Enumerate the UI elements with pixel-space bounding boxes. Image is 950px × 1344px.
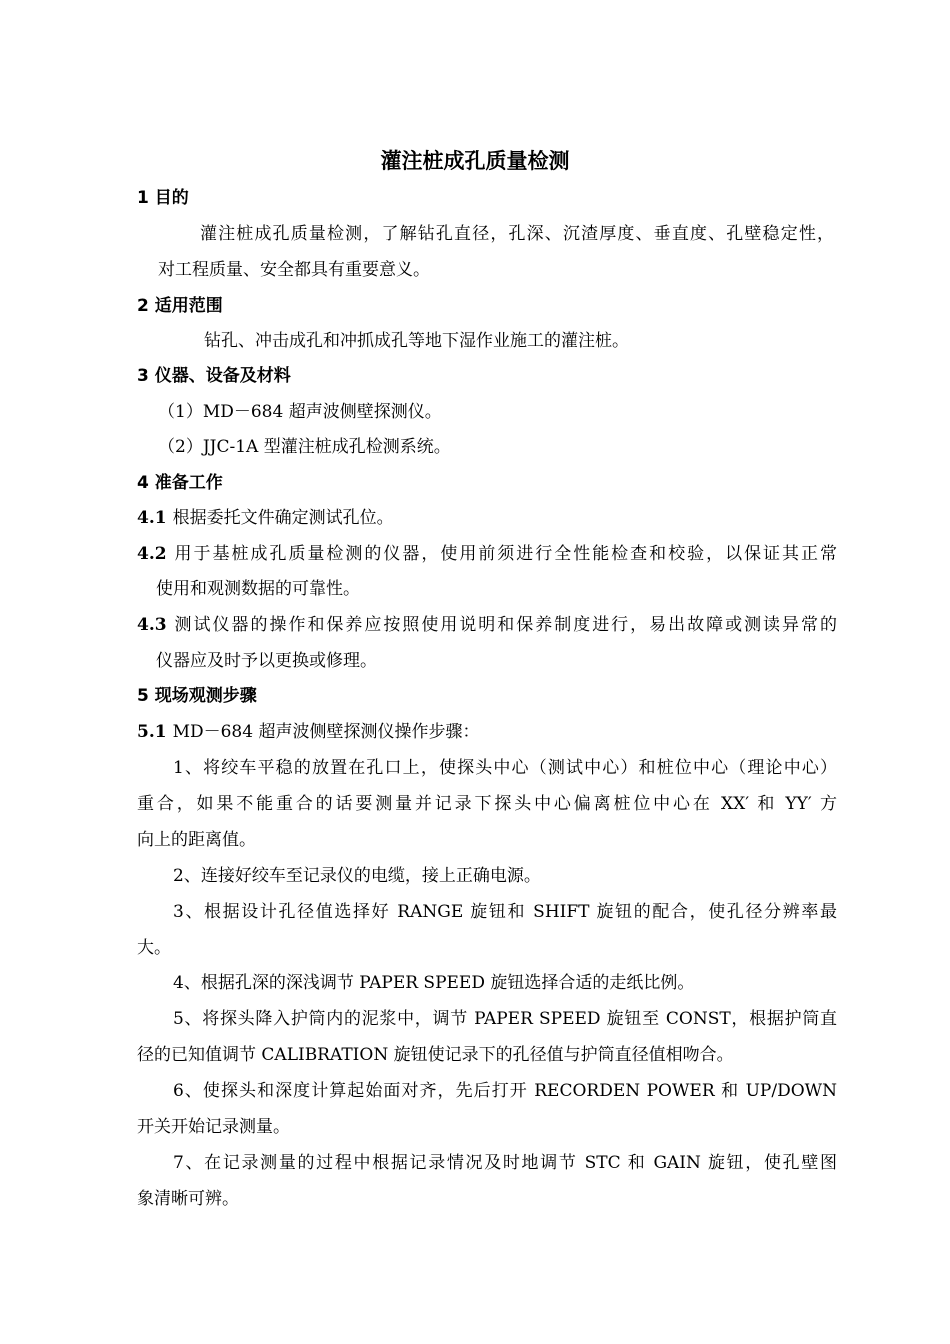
item-text: MD－684 超声波侧壁探测仪操作步骤： [172, 722, 480, 742]
section-2-heading: 2 适用范围 [137, 296, 223, 316]
step-3-line-1: 3、根据设计孔径值选择好 RANGE 旋钮和 SHIFT 旋钮的配合，使孔径分辨率最 [173, 902, 837, 922]
step-1-line-1: 1、将绞车平稳的放置在孔口上，使探头中心（测试中心）和桩位中心（理论中心） [173, 758, 837, 778]
section-4-item-2-line-1 [137, 542, 837, 566]
section-1-paragraph-line-1: 灌注桩成孔质量检测，了解钻孔直径，孔深、沉渣厚度、垂直度、孔壁稳定性， [200, 224, 834, 244]
item-number: 4.3 [137, 615, 167, 635]
step-2: 2、连接好绞车至记录仪的电缆，接上正确电源。 [173, 866, 541, 886]
step-1-line-3: 向上的距离值。 [137, 830, 256, 850]
section-1-heading: 1 目的 [137, 188, 189, 208]
step-6-line-2: 开关开始记录测量。 [137, 1117, 290, 1137]
section-3-item-1: （1）MD－684 超声波侧壁探测仪。 [158, 402, 442, 422]
section-5-item-1 [137, 720, 837, 744]
step-1-line-2: 重合，如果不能重合的话要测量并记录下探头中心偏离桩位中心在 XX′ 和 YY′ 方 [137, 794, 837, 814]
section-4-item-1 [137, 506, 837, 530]
section-5-heading: 5 现场观测步骤 [137, 686, 257, 706]
section-4-item-2-line-2: 使用和观测数据的可靠性。 [156, 579, 360, 599]
section-4-heading: 4 准备工作 [137, 473, 223, 493]
step-4: 4、根据孔深的深浅调节 PAPER SPEED 旋钮选择合适的走纸比例。 [173, 973, 695, 993]
item-text: 根据委托文件确定测试孔位。 [172, 508, 394, 528]
item-text: 测试仪器的操作和保养应按照使用说明和保养制度进行，易出故障或测读异常的 [172, 615, 837, 635]
section-3-item-2: （2）JJC-1A 型灌注桩成孔检测系统。 [158, 437, 451, 457]
section-3-heading: 3 仪器、设备及材料 [137, 366, 291, 386]
step-6-line-1: 6、使探头和深度计算起始面对齐，先后打开 RECORDEN POWER 和 UP/DOWN [173, 1081, 837, 1101]
item-text: 用于基桩成孔质量检测的仪器，使用前须进行全性能检查和校验，以保证其正常 [172, 544, 837, 564]
step-5-line-2: 径的已知值调节 CALIBRATION 旋钮使记录下的孔径值与护筒直径值相吻合。 [137, 1045, 734, 1065]
section-4-item-3-line-2: 仪器应及时予以更换或修理。 [156, 651, 377, 671]
step-7-line-1: 7、在记录测量的过程中根据记录情况及时地调节 STC 和 GAIN 旋钮，使孔壁图 [173, 1153, 837, 1173]
document-title: 灌注桩成孔质量检测 [380, 149, 570, 173]
section-2-paragraph: 钻孔、冲击成孔和冲抓成孔等地下湿作业施工的灌注桩。 [204, 331, 629, 351]
step-3-line-2: 大。 [137, 938, 171, 958]
item-number: 5.1 [137, 722, 167, 742]
section-1-paragraph-line-2: 对工程质量、安全都具有重要意义。 [158, 260, 430, 280]
item-number: 4.1 [137, 508, 167, 528]
item-number: 4.2 [137, 544, 167, 564]
section-4-item-3-line-1 [137, 613, 837, 637]
step-5-line-1: 5、将探头降入护筒内的泥浆中，调节 PAPER SPEED 旋钮至 CONST，根据护筒直 [173, 1009, 837, 1029]
step-7-line-2: 象清晰可辨。 [137, 1189, 239, 1209]
